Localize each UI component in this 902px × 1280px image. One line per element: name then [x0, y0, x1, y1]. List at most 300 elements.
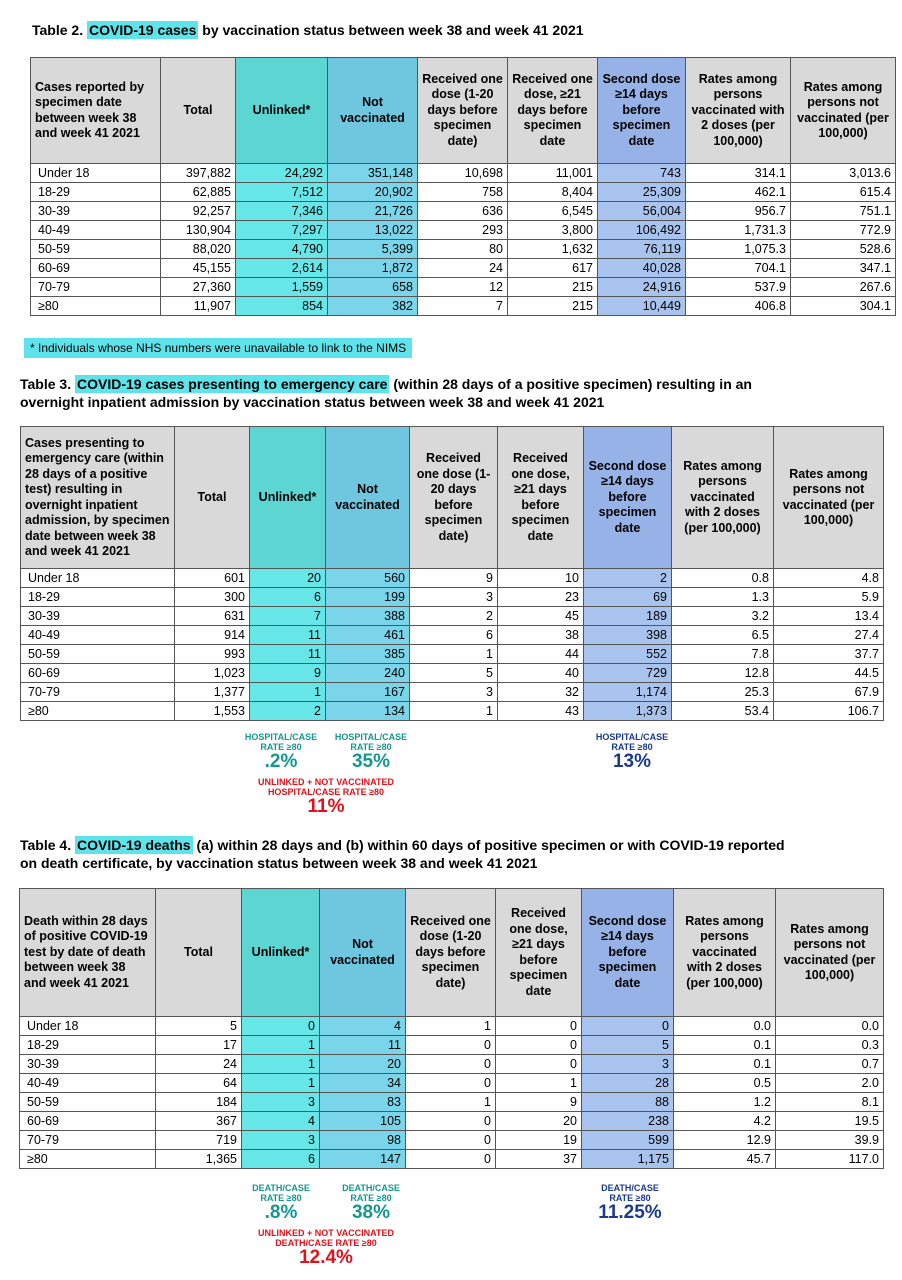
cell-unlinked: 1	[242, 1055, 320, 1074]
table4-notvax-rate	[326, 1184, 416, 1222]
cell-rate-vaccinated: 12.8	[672, 664, 774, 683]
column-header-rate-vaccinated: Rates among persons vaccinated with 2 doses (per 100,000)	[674, 889, 776, 1017]
table-row	[21, 702, 884, 721]
cell-one-dose-1-20: 0	[406, 1112, 496, 1131]
cell-one-dose-21plus: 40	[498, 664, 584, 683]
cell-one-dose-1-20: 0	[406, 1074, 496, 1093]
cell-one-dose-21plus: 1,632	[508, 240, 598, 259]
cell-one-dose-21plus: 37	[496, 1150, 582, 1169]
cell-not-vaccinated: 134	[326, 702, 410, 721]
table-row	[20, 1036, 884, 1055]
rate-value: 38%	[351, 1202, 391, 1223]
cell-one-dose-1-20: 293	[418, 221, 508, 240]
column-header-total: Total	[175, 427, 250, 569]
cell-second-dose: 3	[582, 1055, 674, 1074]
cell-unlinked: 11	[250, 645, 326, 664]
rate-value: 11%	[307, 796, 345, 817]
cell-unlinked: 1	[242, 1074, 320, 1093]
cell-not-vaccinated: 560	[326, 569, 410, 588]
table-row	[21, 664, 884, 683]
cell-one-dose-21plus: 44	[498, 645, 584, 664]
table-row	[20, 1150, 884, 1169]
cell-total: 1,365	[156, 1150, 242, 1169]
cell-unlinked: 24,292	[236, 164, 328, 183]
cell-one-dose-21plus: 45	[498, 607, 584, 626]
rate-label: HOSPITAL/CASE	[595, 732, 669, 742]
table4-combined-rate	[236, 1229, 416, 1267]
cell-one-dose-21plus: 6,545	[508, 202, 598, 221]
table3-title-line2: overnight inpatient admission by vaccination status between week 38 and week 41 2021	[20, 394, 605, 410]
column-header-not-vaccinated: Not vaccinated	[320, 889, 406, 1017]
cell-not-vaccinated: 11	[320, 1036, 406, 1055]
cell-age-group: 18-29	[20, 1036, 156, 1055]
cell-unlinked: 1	[242, 1036, 320, 1055]
table2-title-suffix: by vaccination status between week 38 and week 41 2021	[198, 22, 584, 38]
cell-one-dose-1-20: 0	[406, 1055, 496, 1074]
cell-age-group: 60-69	[21, 664, 175, 683]
cell-rate-not-vaccinated: 19.5	[776, 1112, 884, 1131]
cell-total: 24	[156, 1055, 242, 1074]
cell-unlinked: 7,512	[236, 183, 328, 202]
cell-not-vaccinated: 1,872	[328, 259, 418, 278]
cell-one-dose-1-20: 3	[410, 588, 498, 607]
cell-total: 397,882	[161, 164, 236, 183]
cell-second-dose: 25,309	[598, 183, 686, 202]
cell-age-group: 70-79	[21, 683, 175, 702]
cell-rate-vaccinated: 1.3	[672, 588, 774, 607]
cell-second-dose: 189	[584, 607, 672, 626]
cell-unlinked: 11	[250, 626, 326, 645]
cell-second-dose: 1,175	[582, 1150, 674, 1169]
table4-title-line2: on death certificate, by vaccination status between week 38 and week 41 2021	[20, 855, 538, 871]
column-header-age-group: Cases presenting to emergency care (within 28 days of a positive test) resulting in overnight inpatient admission, by specimen date between week 38 and week 41 2021	[21, 427, 175, 569]
cell-not-vaccinated: 385	[326, 645, 410, 664]
cell-one-dose-1-20: 80	[418, 240, 508, 259]
cell-age-group: 50-59	[31, 240, 161, 259]
rate-label: RATE ≥80	[260, 741, 302, 752]
cell-one-dose-21plus: 215	[508, 297, 598, 316]
cell-age-group: 50-59	[20, 1093, 156, 1112]
cell-one-dose-1-20: 7	[418, 297, 508, 316]
cell-rate-vaccinated: 3.2	[672, 607, 774, 626]
table3-title	[20, 376, 752, 393]
table-row	[31, 278, 896, 297]
column-header-age-group: Death within 28 days of positive COVID-19 test by date of death between week 38 and week 41 2021	[20, 889, 156, 1017]
cell-total: 631	[175, 607, 250, 626]
table4-unlinked-rate	[238, 1184, 324, 1222]
cell-unlinked: 6	[242, 1150, 320, 1169]
cell-rate-not-vaccinated: 44.5	[774, 664, 884, 683]
cell-total: 130,904	[161, 221, 236, 240]
cell-not-vaccinated: 21,726	[328, 202, 418, 221]
cell-total: 993	[175, 645, 250, 664]
cell-age-group: 60-69	[31, 259, 161, 278]
cell-rate-vaccinated: 1,075.3	[686, 240, 791, 259]
cell-not-vaccinated: 98	[320, 1131, 406, 1150]
rate-label: RATE ≥80	[350, 1192, 392, 1203]
cell-not-vaccinated: 4	[320, 1017, 406, 1036]
cell-one-dose-21plus: 43	[498, 702, 584, 721]
cell-total: 601	[175, 569, 250, 588]
cell-one-dose-21plus: 38	[498, 626, 584, 645]
cell-total: 11,907	[161, 297, 236, 316]
cell-rate-not-vaccinated: 347.1	[791, 259, 896, 278]
cell-rate-vaccinated: 0.8	[672, 569, 774, 588]
rate-value: .2%	[264, 751, 298, 772]
cell-unlinked: 2,614	[236, 259, 328, 278]
table4-second-dose-rate	[580, 1184, 680, 1222]
cell-rate-not-vaccinated: 106.7	[774, 702, 884, 721]
cell-one-dose-1-20: 9	[410, 569, 498, 588]
rate-label: DEATH/CASE	[342, 1183, 400, 1193]
column-header-second-dose: Second dose ≥14 days before specimen date	[584, 427, 672, 569]
cell-total: 719	[156, 1131, 242, 1150]
cell-age-group: Under 18	[21, 569, 175, 588]
table4-title-highlight: COVID-19 deaths	[76, 837, 191, 853]
table4-title-prefix: Table 4.	[20, 837, 75, 853]
column-header-total: Total	[161, 58, 236, 164]
cell-rate-vaccinated: 53.4	[672, 702, 774, 721]
cell-one-dose-21plus: 617	[508, 259, 598, 278]
table-row	[31, 297, 896, 316]
cell-second-dose: 10,449	[598, 297, 686, 316]
cell-second-dose: 24,916	[598, 278, 686, 297]
cell-one-dose-1-20: 6	[410, 626, 498, 645]
cell-unlinked: 4	[242, 1112, 320, 1131]
column-header-one-dose-21plus: Received one dose, ≥21 days before specimen date	[508, 58, 598, 164]
rate-value: 12.4%	[299, 1247, 353, 1268]
cell-unlinked: 7	[250, 607, 326, 626]
cell-total: 64	[156, 1074, 242, 1093]
cell-rate-vaccinated: 4.2	[674, 1112, 776, 1131]
table4-title-suffix: (a) within 28 days and (b) within 60 days of positive specimen or with COVID-19 reported	[192, 837, 785, 853]
cell-one-dose-1-20: 12	[418, 278, 508, 297]
cell-one-dose-21plus: 20	[496, 1112, 582, 1131]
table3	[20, 426, 884, 721]
cell-total: 184	[156, 1093, 242, 1112]
cell-rate-not-vaccinated: 0.0	[776, 1017, 884, 1036]
cell-not-vaccinated: 658	[328, 278, 418, 297]
cell-second-dose: 69	[584, 588, 672, 607]
cell-age-group: Under 18	[31, 164, 161, 183]
cell-one-dose-21plus: 0	[496, 1036, 582, 1055]
cell-second-dose: 76,119	[598, 240, 686, 259]
cell-total: 45,155	[161, 259, 236, 278]
table3-combined-rate	[236, 778, 416, 816]
cell-not-vaccinated: 167	[326, 683, 410, 702]
cell-one-dose-1-20: 24	[418, 259, 508, 278]
cell-unlinked: 20	[250, 569, 326, 588]
cell-age-group: 40-49	[31, 221, 161, 240]
cell-total: 1,377	[175, 683, 250, 702]
table4	[19, 888, 884, 1169]
rate-label: DEATH/CASE	[252, 1183, 310, 1193]
column-header-age-group: Cases reported by specimen date between week 38 and week 41 2021	[31, 58, 161, 164]
table-row	[31, 202, 896, 221]
cell-second-dose: 599	[582, 1131, 674, 1150]
table-row	[21, 645, 884, 664]
cell-not-vaccinated: 34	[320, 1074, 406, 1093]
cell-age-group: 30-39	[20, 1055, 156, 1074]
cell-age-group: 18-29	[21, 588, 175, 607]
table-row	[20, 1093, 884, 1112]
cell-total: 300	[175, 588, 250, 607]
cell-second-dose: 0	[582, 1017, 674, 1036]
cell-rate-vaccinated: 956.7	[686, 202, 791, 221]
column-header-second-dose: Second dose ≥14 days before specimen date	[582, 889, 674, 1017]
rate-value: 13%	[612, 751, 652, 772]
table-row	[31, 164, 896, 183]
cell-rate-not-vaccinated: 2.0	[776, 1074, 884, 1093]
cell-rate-vaccinated: 537.9	[686, 278, 791, 297]
column-header-one-dose-1-20: Received one dose (1-20 days before specimen date)	[410, 427, 498, 569]
rate-value: .8%	[264, 1202, 298, 1223]
cell-rate-vaccinated: 0.1	[674, 1055, 776, 1074]
header-row	[31, 58, 896, 164]
cell-second-dose: 398	[584, 626, 672, 645]
cell-not-vaccinated: 5,399	[328, 240, 418, 259]
rate-label: HOSPITAL/CASE	[334, 732, 408, 742]
cell-age-group: Under 18	[20, 1017, 156, 1036]
column-header-rate-vaccinated: Rates among persons vaccinated with 2 doses (per 100,000)	[672, 427, 774, 569]
cell-not-vaccinated: 388	[326, 607, 410, 626]
cell-second-dose: 5	[582, 1036, 674, 1055]
column-header-total: Total	[156, 889, 242, 1017]
cell-one-dose-1-20: 0	[406, 1036, 496, 1055]
cell-unlinked: 4,790	[236, 240, 328, 259]
cell-one-dose-21plus: 23	[498, 588, 584, 607]
table2	[30, 57, 896, 316]
cell-unlinked: 2	[250, 702, 326, 721]
cell-one-dose-21plus: 3,800	[508, 221, 598, 240]
column-header-unlinked: Unlinked*	[236, 58, 328, 164]
cell-rate-vaccinated: 7.8	[672, 645, 774, 664]
header-row	[21, 427, 884, 569]
table-row	[20, 1074, 884, 1093]
cell-second-dose: 106,492	[598, 221, 686, 240]
cell-one-dose-1-20: 0	[406, 1131, 496, 1150]
cell-not-vaccinated: 83	[320, 1093, 406, 1112]
cell-one-dose-21plus: 11,001	[508, 164, 598, 183]
cell-total: 88,020	[161, 240, 236, 259]
column-header-one-dose-1-20: Received one dose (1-20 days before specimen date)	[418, 58, 508, 164]
cell-second-dose: 88	[582, 1093, 674, 1112]
table3-title-prefix: Table 3.	[20, 376, 75, 392]
cell-rate-not-vaccinated: 0.7	[776, 1055, 884, 1074]
table-row	[31, 221, 896, 240]
table3-unlinked-rate	[238, 733, 324, 771]
cell-not-vaccinated: 240	[326, 664, 410, 683]
cell-rate-not-vaccinated: 67.9	[774, 683, 884, 702]
cell-rate-not-vaccinated: 5.9	[774, 588, 884, 607]
cell-rate-vaccinated: 406.8	[686, 297, 791, 316]
cell-rate-not-vaccinated: 3,013.6	[791, 164, 896, 183]
table-row	[21, 588, 884, 607]
cell-rate-not-vaccinated: 4.8	[774, 569, 884, 588]
table2-footnote: * Individuals whose NHS numbers were unavailable to link to the NIMS	[24, 338, 412, 358]
table2-title	[32, 22, 584, 39]
rate-label: RATE ≥80	[350, 741, 392, 752]
column-header-one-dose-21plus: Received one dose, ≥21 days before specimen date	[496, 889, 582, 1017]
cell-one-dose-1-20: 1	[406, 1017, 496, 1036]
table4-title	[20, 837, 785, 854]
cell-age-group: 70-79	[31, 278, 161, 297]
column-header-one-dose-1-20: Received one dose (1-20 days before specimen date)	[406, 889, 496, 1017]
table-row	[31, 183, 896, 202]
cell-not-vaccinated: 13,022	[328, 221, 418, 240]
cell-one-dose-21plus: 1	[496, 1074, 582, 1093]
cell-rate-not-vaccinated: 8.1	[776, 1093, 884, 1112]
cell-rate-not-vaccinated: 304.1	[791, 297, 896, 316]
cell-one-dose-1-20: 1	[406, 1093, 496, 1112]
cell-unlinked: 6	[250, 588, 326, 607]
cell-one-dose-1-20: 1	[410, 645, 498, 664]
table-row	[31, 259, 896, 278]
table-row	[20, 1112, 884, 1131]
cell-rate-vaccinated: 704.1	[686, 259, 791, 278]
cell-rate-not-vaccinated: 27.4	[774, 626, 884, 645]
column-header-rate-vaccinated: Rates among persons vaccinated with 2 doses (per 100,000)	[686, 58, 791, 164]
table-row	[21, 683, 884, 702]
cell-total: 92,257	[161, 202, 236, 221]
cell-not-vaccinated: 147	[320, 1150, 406, 1169]
cell-one-dose-1-20: 2	[410, 607, 498, 626]
cell-one-dose-1-20: 1	[410, 702, 498, 721]
cell-one-dose-21plus: 32	[498, 683, 584, 702]
cell-total: 1,553	[175, 702, 250, 721]
cell-rate-vaccinated: 0.1	[674, 1036, 776, 1055]
cell-one-dose-21plus: 19	[496, 1131, 582, 1150]
cell-unlinked: 854	[236, 297, 328, 316]
cell-age-group: ≥80	[31, 297, 161, 316]
cell-one-dose-1-20: 758	[418, 183, 508, 202]
column-header-unlinked: Unlinked*	[250, 427, 326, 569]
cell-total: 62,885	[161, 183, 236, 202]
cell-one-dose-21plus: 10	[498, 569, 584, 588]
header-row	[20, 889, 884, 1017]
column-header-rate-not-vaccinated: Rates among persons not vaccinated (per 100,000)	[776, 889, 884, 1017]
table-row	[31, 240, 896, 259]
cell-second-dose: 56,004	[598, 202, 686, 221]
cell-second-dose: 40,028	[598, 259, 686, 278]
rate-label: UNLINKED + NOT VACCINATED	[258, 777, 394, 787]
cell-age-group: 50-59	[21, 645, 175, 664]
cell-unlinked: 0	[242, 1017, 320, 1036]
cell-rate-vaccinated: 0.0	[674, 1017, 776, 1036]
cell-rate-not-vaccinated: 39.9	[776, 1131, 884, 1150]
table-row	[20, 1017, 884, 1036]
table-row	[21, 626, 884, 645]
cell-second-dose: 1,174	[584, 683, 672, 702]
column-header-rate-not-vaccinated: Rates among persons not vaccinated (per 100,000)	[774, 427, 884, 569]
cell-rate-vaccinated: 12.9	[674, 1131, 776, 1150]
cell-not-vaccinated: 382	[328, 297, 418, 316]
cell-rate-vaccinated: 45.7	[674, 1150, 776, 1169]
cell-age-group: 40-49	[21, 626, 175, 645]
cell-rate-not-vaccinated: 117.0	[776, 1150, 884, 1169]
column-header-rate-not-vaccinated: Rates among persons not vaccinated (per 100,000)	[791, 58, 896, 164]
rate-label: RATE ≥80	[260, 1192, 302, 1203]
cell-age-group: 18-29	[31, 183, 161, 202]
cell-unlinked: 7,346	[236, 202, 328, 221]
cell-age-group: 40-49	[20, 1074, 156, 1093]
cell-rate-not-vaccinated: 751.1	[791, 202, 896, 221]
cell-one-dose-21plus: 8,404	[508, 183, 598, 202]
table-row	[21, 607, 884, 626]
cell-not-vaccinated: 20,902	[328, 183, 418, 202]
column-header-not-vaccinated: Not vaccinated	[326, 427, 410, 569]
cell-rate-vaccinated: 1,731.3	[686, 221, 791, 240]
cell-second-dose: 729	[584, 664, 672, 683]
rate-label: HOSPITAL/CASE RATE ≥80	[267, 786, 385, 797]
rate-label: DEATH/CASE RATE ≥80	[275, 1237, 377, 1248]
cell-second-dose: 28	[582, 1074, 674, 1093]
cell-second-dose: 552	[584, 645, 672, 664]
table3-title-highlight: COVID-19 cases presenting to emergency care	[76, 376, 388, 392]
column-header-one-dose-21plus: Received one dose, ≥21 days before specimen date	[498, 427, 584, 569]
cell-rate-not-vaccinated: 528.6	[791, 240, 896, 259]
cell-not-vaccinated: 351,148	[328, 164, 418, 183]
cell-not-vaccinated: 461	[326, 626, 410, 645]
cell-one-dose-1-20: 0	[406, 1150, 496, 1169]
cell-one-dose-21plus: 0	[496, 1017, 582, 1036]
cell-total: 367	[156, 1112, 242, 1131]
cell-rate-vaccinated: 6.5	[672, 626, 774, 645]
rate-value: 35%	[351, 751, 391, 772]
cell-age-group: 60-69	[20, 1112, 156, 1131]
cell-not-vaccinated: 105	[320, 1112, 406, 1131]
cell-one-dose-1-20: 3	[410, 683, 498, 702]
cell-unlinked: 1,559	[236, 278, 328, 297]
cell-unlinked: 3	[242, 1131, 320, 1150]
rate-value: 11.25%	[598, 1202, 662, 1223]
cell-second-dose: 238	[582, 1112, 674, 1131]
table3-title-suffix: (within 28 days of a positive specimen) resulting in an	[389, 376, 752, 392]
cell-not-vaccinated: 199	[326, 588, 410, 607]
cell-one-dose-21plus: 0	[496, 1055, 582, 1074]
cell-total: 1,023	[175, 664, 250, 683]
cell-unlinked: 9	[250, 664, 326, 683]
column-header-not-vaccinated: Not vaccinated	[328, 58, 418, 164]
cell-age-group: 70-79	[20, 1131, 156, 1150]
cell-unlinked: 3	[242, 1093, 320, 1112]
cell-rate-not-vaccinated: 13.4	[774, 607, 884, 626]
column-header-second-dose: Second dose ≥14 days before specimen date	[598, 58, 686, 164]
rate-label: RATE ≥80	[611, 741, 653, 752]
table-row	[20, 1131, 884, 1150]
cell-rate-vaccinated: 25.3	[672, 683, 774, 702]
cell-total: 914	[175, 626, 250, 645]
cell-rate-not-vaccinated: 615.4	[791, 183, 896, 202]
cell-one-dose-1-20: 636	[418, 202, 508, 221]
cell-rate-vaccinated: 314.1	[686, 164, 791, 183]
table2-title-prefix: Table 2.	[32, 22, 87, 38]
cell-second-dose: 2	[584, 569, 672, 588]
cell-unlinked: 7,297	[236, 221, 328, 240]
cell-total: 17	[156, 1036, 242, 1055]
table-row	[20, 1055, 884, 1074]
cell-one-dose-21plus: 215	[508, 278, 598, 297]
cell-age-group: ≥80	[21, 702, 175, 721]
cell-one-dose-1-20: 10,698	[418, 164, 508, 183]
column-header-unlinked: Unlinked*	[242, 889, 320, 1017]
cell-age-group: 30-39	[21, 607, 175, 626]
cell-rate-vaccinated: 0.5	[674, 1074, 776, 1093]
cell-total: 27,360	[161, 278, 236, 297]
cell-age-group: ≥80	[20, 1150, 156, 1169]
table2-title-highlight: COVID-19 cases	[88, 22, 197, 38]
rate-label: HOSPITAL/CASE	[244, 732, 318, 742]
